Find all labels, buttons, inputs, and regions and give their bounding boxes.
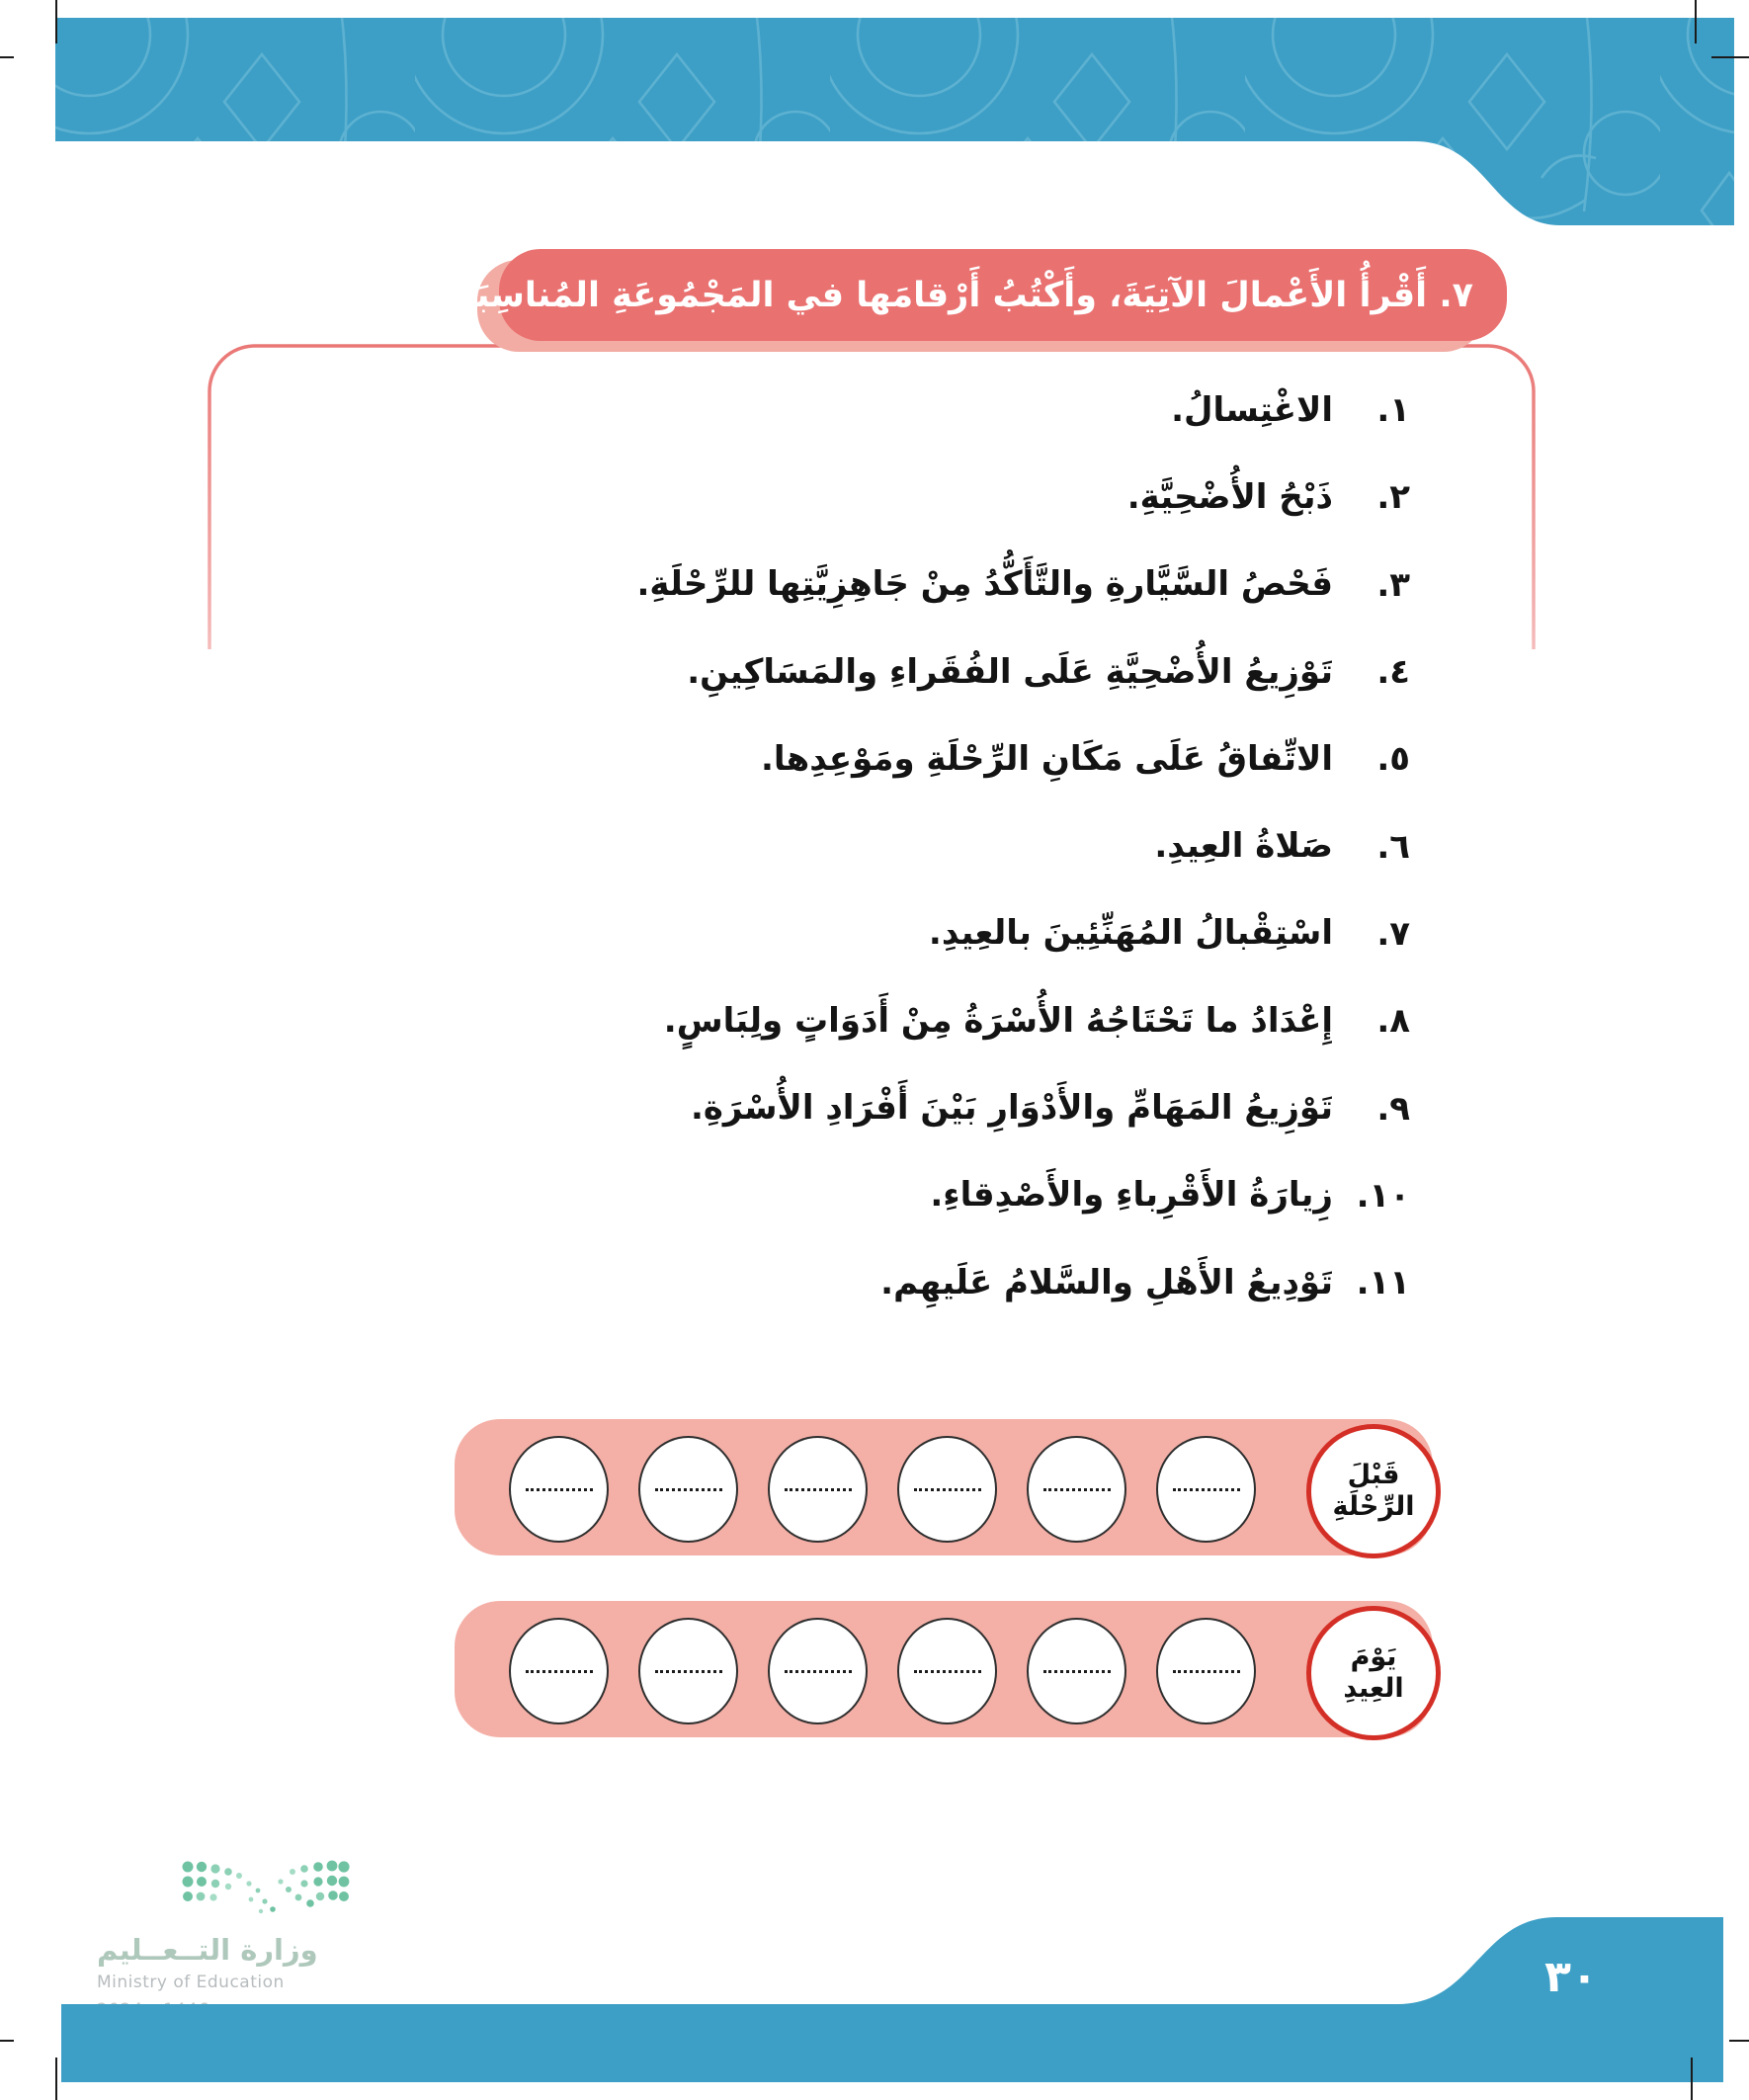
list-item (264, 1239, 1410, 1326)
write-line (785, 1488, 852, 1491)
pill (441, 249, 1507, 341)
ministry-logo-dots-icon (182, 1860, 350, 1917)
item-number: ٢. (1376, 477, 1410, 518)
item-text: الاغْتِسالُ. (1171, 389, 1333, 430)
answer-slot[interactable] (1027, 1436, 1126, 1543)
write-line (1043, 1670, 1111, 1673)
list-item (264, 1064, 1410, 1151)
answer-slots (509, 1618, 1256, 1724)
crop-mark (1711, 56, 1749, 58)
item-text: تَوْدِيعُ الأَهْلِ والسَّلامُ عَلَيهِم. (880, 1262, 1333, 1302)
crop-mark (1729, 2040, 1749, 2042)
item-text: زِيارَةُ الأَقْرِباءِ والأَصْدِقاءِ. (930, 1175, 1333, 1216)
write-line (914, 1488, 981, 1491)
answer-slot[interactable] (768, 1618, 868, 1724)
item-text: اسْتِقْبالُ المُهَنِّئِينَ بالعِيدِ. (928, 913, 1333, 954)
answer-slot[interactable] (1156, 1436, 1256, 1543)
item-number: ١١. (1356, 1263, 1410, 1303)
ministry-name-english: Ministry of Education (97, 1973, 285, 1992)
answer-slot[interactable] (509, 1436, 609, 1543)
group-label-line2: الرِّحْلَةِ (1332, 1491, 1415, 1522)
answer-slot[interactable] (768, 1436, 868, 1543)
answer-slot[interactable] (509, 1618, 609, 1724)
activities-list (264, 367, 1410, 1326)
answer-slot[interactable] (897, 1618, 997, 1724)
item-number: ٣. (1376, 564, 1410, 605)
crop-mark (1695, 0, 1697, 43)
item-number: ٨. (1376, 1001, 1410, 1042)
list-item (264, 890, 1410, 977)
write-line (1043, 1488, 1111, 1491)
item-text: فَحْصُ السَّيَّارةِ والتَّأَكُّدُ مِنْ جَاهِزِيَّتِها للرِّحْلَةِ. (636, 564, 1333, 605)
answer-slot[interactable] (638, 1618, 738, 1724)
list-item (264, 802, 1410, 889)
list-item (264, 629, 1410, 715)
crop-mark (55, 0, 57, 43)
item-number: ١. (1376, 390, 1410, 431)
item-number: ٧. (1376, 913, 1410, 954)
item-text: إِعْدَادُ ما تَحْتَاجُهُ الأُسْرَةُ مِنْ أَدَوَاتٍ ولِبَاسٍ. (663, 1000, 1333, 1041)
answer-group-eid-day (455, 1601, 1433, 1737)
list-item (264, 367, 1410, 454)
item-number: ٦. (1376, 826, 1410, 867)
header-decorative-band (0, 0, 1749, 259)
page-number: ٣٠ (1544, 1952, 1598, 2002)
write-line (785, 1670, 852, 1673)
group-label-line1: قَبْلَ (1347, 1459, 1400, 1490)
item-number: ٤. (1376, 652, 1410, 693)
answer-slot[interactable] (638, 1436, 738, 1543)
item-number: ١٠. (1356, 1175, 1410, 1216)
question-title-pill (441, 249, 1507, 341)
ministry-name-arabic: وزارة التــعــليم (97, 1933, 318, 1967)
write-line (655, 1488, 722, 1491)
item-text: ذَبْحُ الأُضْحِيَّةِ. (1126, 476, 1333, 517)
group-label-before-trip (1306, 1424, 1441, 1558)
answer-group-before-trip (455, 1419, 1433, 1555)
group-label-line1: يَوْمَ (1350, 1640, 1397, 1672)
crop-mark (0, 2040, 14, 2042)
item-number: ٥. (1376, 739, 1410, 780)
question-title: ٧. أَقْرأُ الأَعْمالَ الآتِيَةَ، وأَكْتُبُ أَرْقامَها في المَجْمُوعَةِ المُناسِبَةِ: (441, 275, 1473, 315)
item-number: ٩. (1376, 1088, 1410, 1129)
item-text: تَوْزِيعُ المَهَامِّ والأَدْوَارِ بَيْنَ أَفْرَادِ الأُسْرَةِ. (690, 1088, 1333, 1129)
answer-slot[interactable] (1027, 1618, 1126, 1724)
crop-mark (1691, 2058, 1693, 2100)
list-item (264, 454, 1410, 541)
write-line (526, 1488, 593, 1491)
group-label-line2: العِيدِ (1343, 1673, 1404, 1704)
crop-mark (0, 56, 14, 58)
write-line (1173, 1488, 1240, 1491)
group-label-eid-day (1306, 1606, 1441, 1740)
list-item (264, 542, 1410, 629)
write-line (526, 1670, 593, 1673)
answer-slot[interactable] (897, 1436, 997, 1543)
write-line (655, 1670, 722, 1673)
list-item (264, 977, 1410, 1064)
answer-slots (509, 1436, 1256, 1543)
crop-mark (55, 2058, 57, 2100)
write-line (914, 1670, 981, 1673)
item-text: تَوْزِيعُ الأُضْحِيَّةِ عَلَى الفُقَراءِ والمَسَاكِينِ. (687, 651, 1333, 692)
item-text: صَلاةُ العِيدِ. (1154, 826, 1333, 867)
answer-slot[interactable] (1156, 1618, 1256, 1724)
footer-band (0, 1912, 1749, 2100)
item-text: الاتِّفاقُ عَلَى مَكَانِ الرِّحْلَةِ ومَوْعِدِها. (760, 738, 1333, 779)
list-item (264, 715, 1410, 802)
list-item (264, 1152, 1410, 1239)
write-line (1173, 1670, 1240, 1673)
